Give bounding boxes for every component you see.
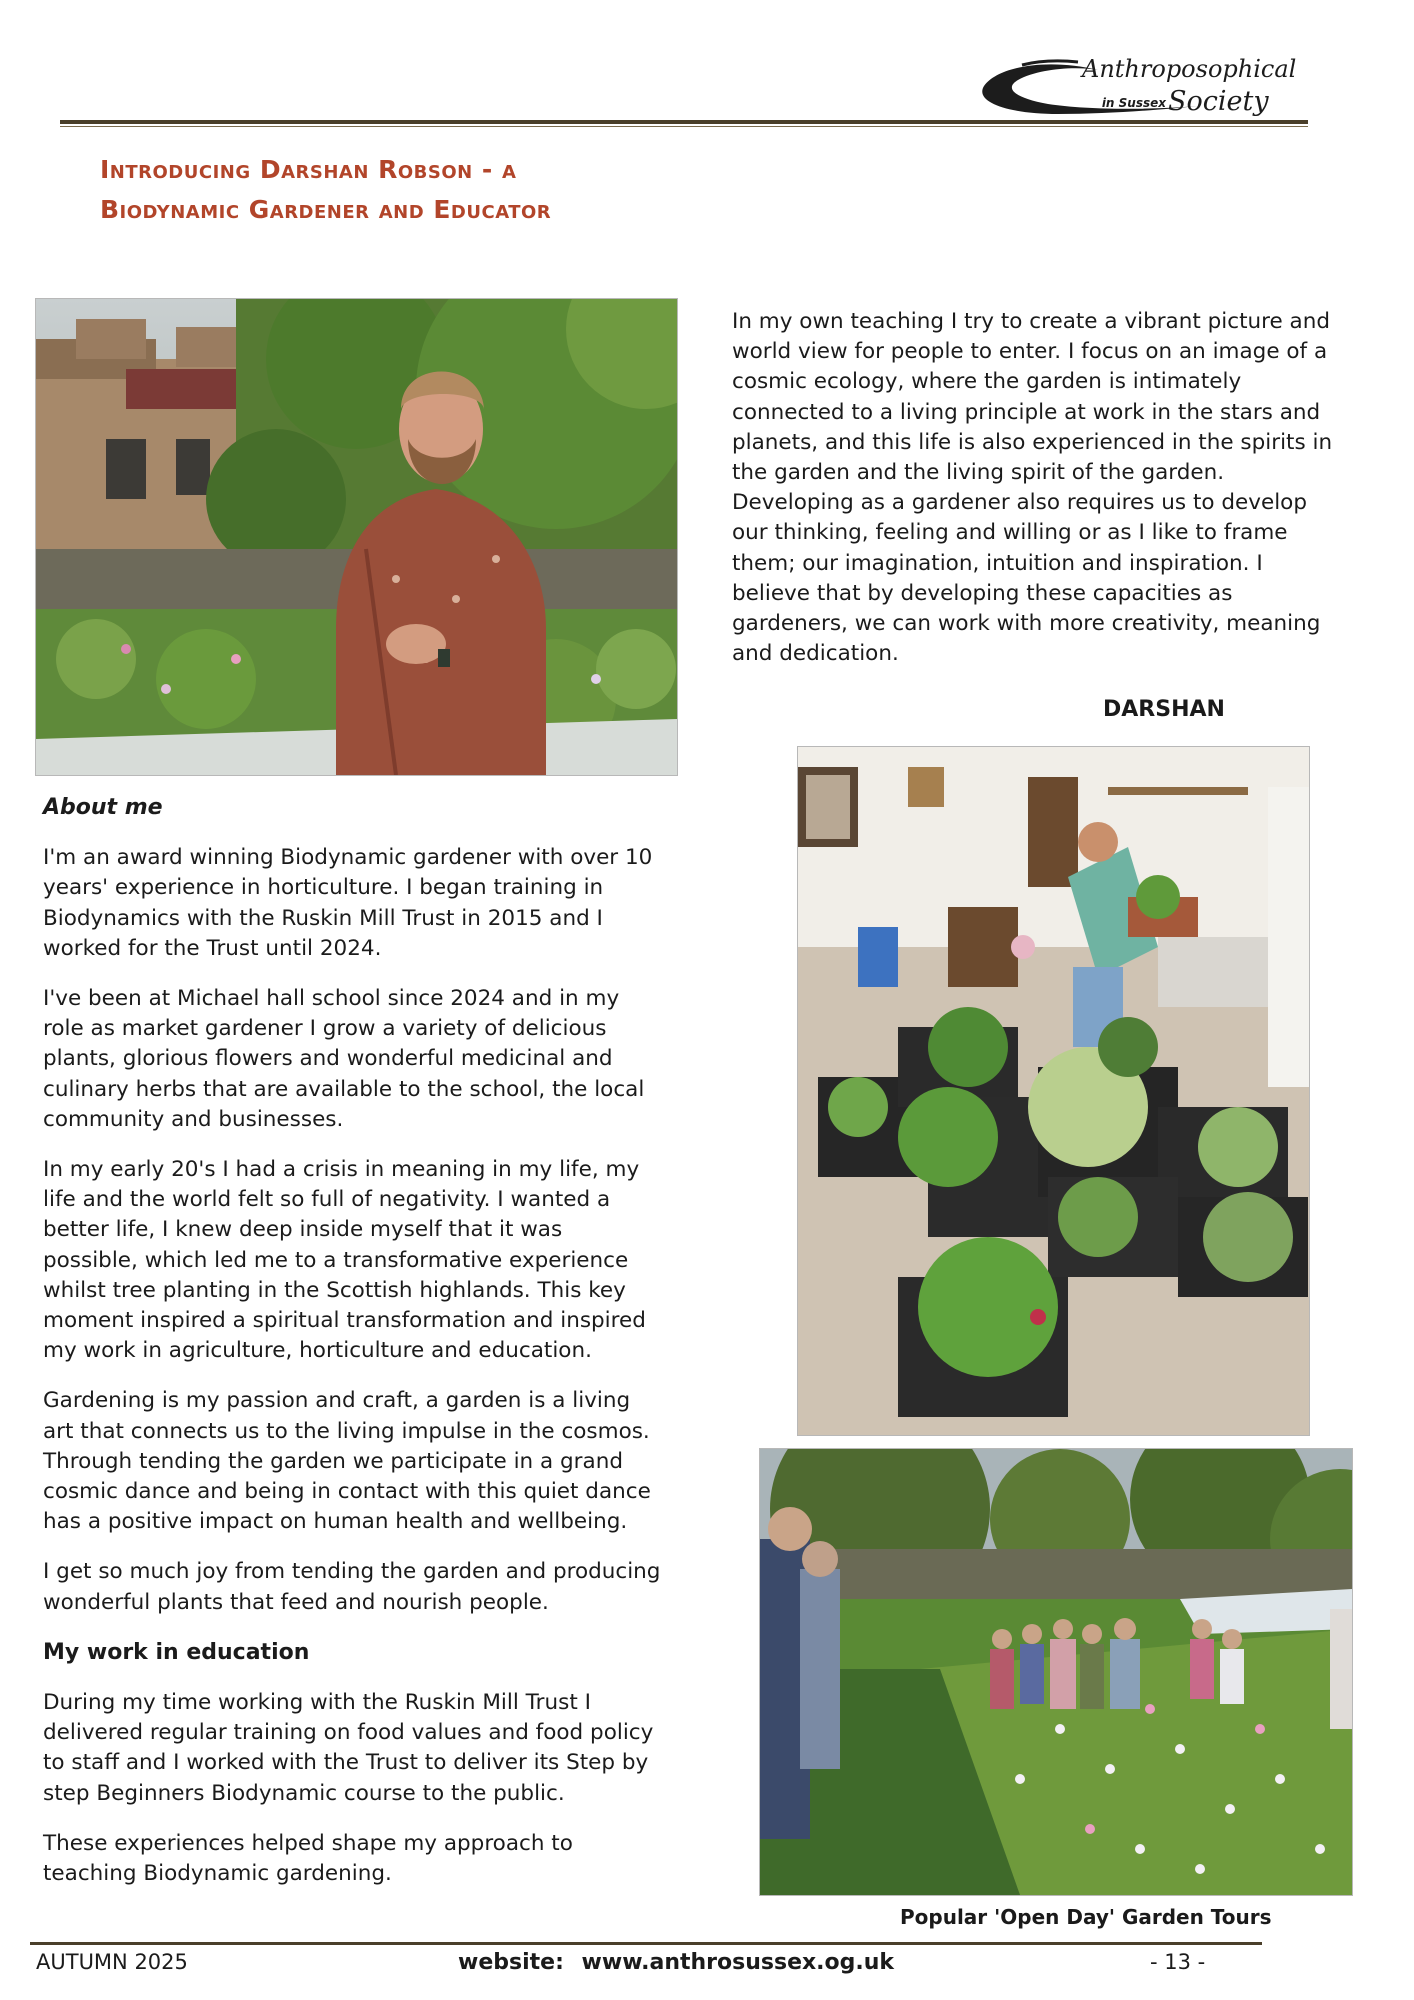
- footer-website: [458, 1950, 894, 1975]
- right-column: [732, 307, 1342, 689]
- photo-produce-crates: [797, 746, 1310, 1436]
- teaching-paragraph: In my own teaching I try to create a vibrant picture and world view for people to enter. I focus on an image of a cosmic ecology, where the garden is intimately connected to a living principle at work in the stars and planets, and this life is also experienced in the spirits in the garden and the living spirit of the garden. Developing as a gardener also requires us to develop our thinking, feeling and willing or as I like to frame them; our imagination, intuition and inspiration. I believe that by developing these capacities as gardeners, we can work with more creativity, meaning and dedication.: [732, 309, 1333, 667]
- education-heading: My work in education: [43, 1639, 310, 1665]
- article-title-line-2: Biodynamic Gardener and Educator: [100, 195, 552, 224]
- about-paragraph-4: Gardening is my passion and craft, a garden is a living art that connects us to the living impulse in the cosmos. Through tending the garden we participate in a grand cosmic dance and being in contact with this quiet dance has a positive impact on human health and wellbeing.: [43, 1388, 651, 1535]
- article-title: [100, 150, 660, 230]
- logo-text-anthroposophical: Anthroposophical: [1082, 55, 1297, 83]
- photo-darshan-in-garden: [35, 298, 678, 776]
- left-column: [43, 793, 663, 1909]
- about-paragraph-1: I'm an award winning Biodynamic gardener with over 10 years' experience in horticulture. I began training in Biodynamics with the Ruskin Mill Trust in 2015 and I worked for the Trust until 2024.: [43, 845, 653, 961]
- education-paragraph-2: These experiences helped shape my approach to teaching Biodynamic gardening.: [43, 1830, 573, 1887]
- about-paragraph-3: In my early 20's I had a crisis in meaning in my life, my life and the world felt so full of negativity. I wanted a better life, I knew deep inside myself that it was possible, which led me to a transformative experience whilst tree planting in the Scottish highlands. This key moment inspired a spiritual transformation and inspired my work in agriculture, horticulture and education.: [43, 1157, 646, 1364]
- about-paragraph-2: I've been at Michael hall school since 2024 and in my role as market gardener I grow a variety of delicious plants, glorious flowers and wonderful medicinal and culinary herbs that are available to the school, the local community and businesses.: [43, 986, 645, 1132]
- education-paragraph-1: During my time working with the Ruskin Mill Trust I delivered regular training on food values and food policy to staff and I worked with the Trust to deliver its Step by step Beginners Biodynamic course to the public.: [43, 1690, 654, 1806]
- signature: DARSHAN: [1103, 697, 1225, 722]
- article-title-line-1: Introducing Darshan Robson - a: [100, 155, 517, 184]
- page-number: - 13 -: [1150, 1950, 1206, 1974]
- footer-website-label: website:: [458, 1950, 564, 1975]
- about-me-heading: About me: [43, 795, 163, 820]
- logo-text-in-sussex: in Sussex: [1101, 96, 1166, 110]
- footer-website-url[interactable]: www.anthrosussex.og.uk: [581, 1950, 895, 1975]
- footer-season: AUTUMN 2025: [36, 1950, 188, 1974]
- photo-open-day-garden-tour: [759, 1448, 1353, 1896]
- logo-text-society: Society: [1168, 86, 1269, 117]
- photo-caption: Popular 'Open Day' Garden Tours: [900, 1905, 1272, 1929]
- about-paragraph-5: I get so much joy from tending the garden and producing wonderful plants that feed and nourish people.: [43, 1559, 661, 1615]
- header-rule: [60, 120, 1308, 124]
- footer-rule: [30, 1942, 1262, 1945]
- header-rule-thin: [60, 126, 1308, 127]
